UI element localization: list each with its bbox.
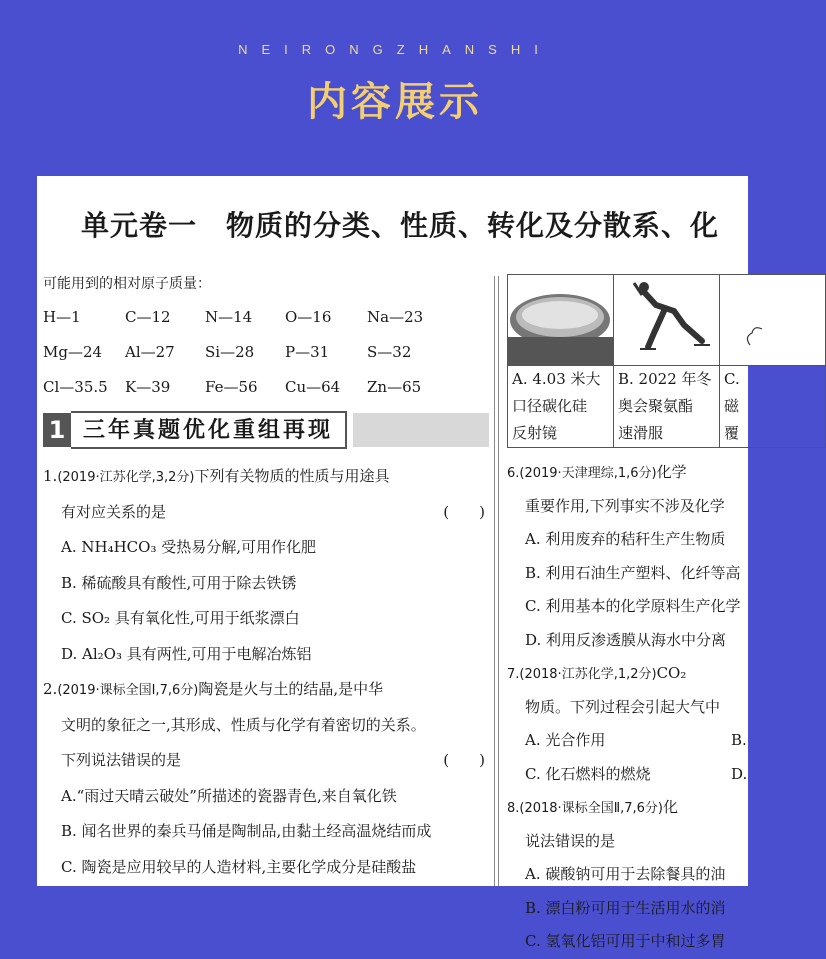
q8-stem-text: 化 [662, 798, 678, 816]
mass-item: Zn—65 [367, 378, 422, 396]
q7-stem-text: CO₂ [656, 664, 687, 682]
q7-stem-line2: 物质。下列过程会引起大气中 [525, 697, 721, 716]
document-title: 单元卷一 物质的分类、性质、转化及分散系、化 [81, 209, 720, 242]
q7-options-cd [507, 758, 807, 792]
q6-option-b: B. 利用石油生产塑料、化纤等高 [525, 563, 741, 582]
q8-option-a: A. 碳酸钠可用于去除餐具的油 [525, 865, 726, 883]
q7-options-ab [507, 724, 807, 758]
q1-stem [43, 459, 489, 495]
q8-option-b: B. 漂白粉可用于生活用水的消 [525, 898, 726, 917]
mass-item: Si—28 [205, 343, 255, 361]
right-column [507, 274, 807, 959]
q1-stem-text: 下列有关物质的性质与用途具 [194, 467, 390, 485]
caption-line: 磁 [724, 397, 740, 415]
q2-stem-text: 陶瓷是火与土的结晶,是中华 [198, 680, 384, 698]
q1-stem-line2 [43, 495, 489, 531]
caption-line: 速滑服 [618, 424, 664, 442]
mass-item: K—39 [125, 378, 171, 396]
mass-item: S—32 [367, 343, 412, 361]
section-number: 1 [43, 413, 71, 447]
caption-line: C. [724, 370, 740, 388]
image-caption-a [508, 366, 613, 447]
q6-source-tag: 6.(2019·天津理综,1,6分) [507, 466, 657, 481]
atomic-mass-heading: 可能用到的相对原子质量： [43, 276, 211, 292]
section-header [43, 411, 489, 449]
atomic-mass-table [43, 300, 489, 405]
banner-title: 内容展示 [307, 79, 483, 125]
q2-source-tag: (2019·课标全国Ⅰ,7,6分) [57, 683, 199, 698]
q2-answer-blank: ( ) [443, 751, 485, 769]
banner-pinyin: NEIRONGZHANSHI [238, 42, 552, 57]
mass-item: C—12 [125, 308, 171, 326]
speed-skater-image [614, 275, 719, 365]
q8-source-tag: 8.(2018·课标全国Ⅱ,7,6分) [507, 801, 663, 816]
q6-option-a: A. 利用废弃的秸秆生产生物质 [525, 530, 726, 548]
section-decor-bar [353, 413, 489, 447]
q7-source-tag: 7.(2018·江苏化学,1,2分) [507, 667, 657, 682]
q6-stem-text: 化学 [656, 463, 687, 481]
q1-option-a: A. NH₄HCO₃ 受热易分解,可用作化肥 [61, 538, 316, 556]
mass-item: P—31 [285, 343, 330, 361]
q7-option-c: C. 化石燃料的燃烧 [525, 764, 651, 783]
caption-line: A. 4.03 米大 [512, 370, 601, 388]
q6-stem-line2: 重要作用,下列事实不涉及化学 [525, 496, 725, 515]
q1-number: 1. [43, 467, 58, 485]
mass-item: Na—23 [367, 308, 424, 326]
q8-option-c: C. 氢氧化铝可用于中和过多胃 [525, 932, 726, 950]
telescope-mirror-image [508, 275, 613, 365]
mass-item: Cu—64 [285, 378, 341, 396]
q1-option-c: C. SO₂ 具有氧化性,可用于纸浆漂白 [61, 609, 300, 627]
mass-item: Cl—35.5 [43, 378, 108, 396]
caption-line: 覆 [724, 424, 740, 442]
mass-item: Fe—56 [205, 378, 258, 396]
q2-stem-text3: 下列说法错误的是 [61, 751, 182, 769]
q7-stem [507, 657, 807, 691]
q1-stem-text2: 有对应关系的是 [61, 502, 167, 521]
q2-option-b: B. 闻名世界的秦兵马俑是陶制品,由黏土经高温烧结而成 [61, 822, 432, 840]
q2-stem-line3 [43, 743, 489, 779]
q7-option-a: A. 光合作用 [525, 731, 606, 749]
q1-source-tag: (2019·江苏化学,3,2分) [57, 470, 195, 485]
q7-option-b: B. [731, 731, 747, 749]
q1-option-b: B. 稀硫酸具有酸性,可用于除去铁锈 [61, 573, 297, 592]
cloud-image [720, 275, 825, 365]
q6-option-c: C. 利用基本的化学原料生产化学 [525, 597, 741, 615]
q7-option-d: D. [731, 764, 748, 783]
left-column [43, 272, 489, 885]
mass-item: H—1 [43, 308, 81, 326]
caption-line: 奥会聚氨酯 [618, 397, 694, 415]
mass-item: N—14 [205, 308, 253, 326]
mass-item: Al—27 [125, 343, 175, 361]
q6-option-d: D. 利用反渗透膜从海水中分离 [525, 630, 727, 649]
q6-stem [507, 456, 807, 490]
q8-stem [507, 791, 807, 825]
q2-number: 2. [43, 680, 58, 698]
image-caption-b [614, 366, 719, 447]
q2-option-c: C. 陶瓷是应用较早的人造材料,主要化学成分是硅酸盐 [61, 857, 417, 876]
mass-item: Mg—24 [43, 343, 103, 361]
caption-line: B. 2022 年冬 [618, 370, 712, 388]
section-title: 三年真题优化重组再现 [71, 411, 347, 449]
q2-stem [43, 672, 489, 708]
q1-option-d: D. Al₂O₃ 具有两性,可用于电解冶炼铝 [61, 644, 312, 663]
q2-option-a: A.“雨过天晴云破处”所描述的瓷器青色,来自氧化铁 [61, 786, 397, 805]
image-caption-c [720, 366, 825, 447]
q8-stem-line2: 说法错误的是 [525, 831, 616, 850]
q5-image-table [507, 274, 826, 448]
column-divider [494, 276, 495, 886]
q2-stem-line2: 文明的象征之一,其形成、性质与化学有着密切的关系。 [61, 715, 426, 734]
caption-line: 口径碳化硅 [512, 397, 588, 415]
document-page [37, 176, 748, 950]
mass-item: O—16 [285, 308, 332, 326]
q1-answer-blank: ( ) [443, 502, 485, 521]
column-divider-inner [498, 276, 499, 886]
caption-line: 反射镜 [512, 424, 558, 442]
